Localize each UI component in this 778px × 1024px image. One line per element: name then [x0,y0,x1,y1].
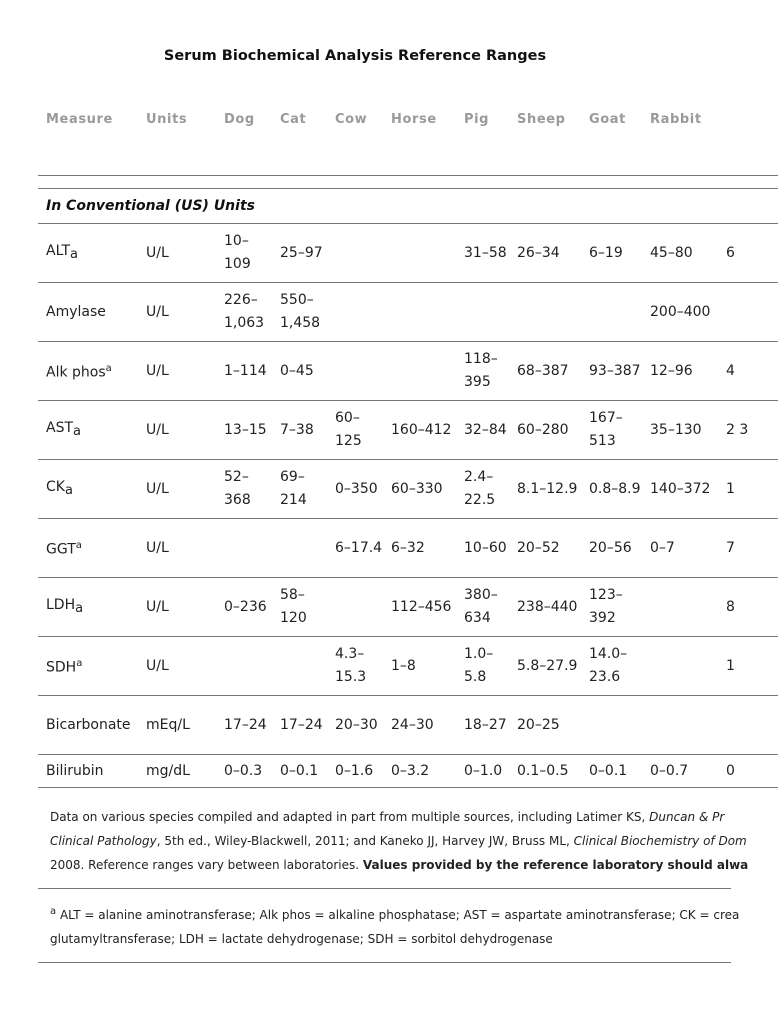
column-header: Horse [391,111,437,127]
column-header: Cow [335,111,368,127]
measure-cell: Amylase [38,283,138,342]
value-cell: 2 3 [718,401,778,460]
value-cell: 13–15 [216,401,272,460]
value-cell: 8 [718,578,778,637]
footnote-marker: a [70,247,78,262]
value-cell: 4.3–15.3 [327,637,383,696]
table-row [38,696,778,755]
value-cell [718,696,778,755]
reference-range-table [38,96,778,788]
value-cell: 0–350 [327,460,383,519]
value-cell: 0–0.3 [216,755,272,788]
units-cell: U/L [138,283,216,342]
column-header: Rabbit [650,111,702,127]
value-cell [581,696,642,755]
section-label: In Conventional (US) Units [38,189,778,224]
value-cell: 17–24 [272,696,327,755]
header-row [38,96,778,142]
value-cell [642,696,718,755]
header-divider [38,176,778,189]
value-cell: 18–27 [456,696,509,755]
value-cell [272,519,327,578]
table-row [38,401,778,460]
value-cell: 31–58 [456,224,509,283]
footnote-marker: a [75,540,82,552]
section-row [38,189,778,224]
value-cell: 35–130 [642,401,718,460]
value-cell: 123–392 [581,578,642,637]
column-header: Dog [224,111,255,127]
value-cell: 226–1,063 [216,283,272,342]
value-cell: 20–30 [327,696,383,755]
source-note-line-3: 2008. Reference ranges vary between laboratories. Values provided by the reference laboratory should alwa [50,858,749,872]
value-cell: 20–56 [581,519,642,578]
bottom-divider [38,962,731,963]
source-note-line-2: Clinical Pathology, 5th ed., Wiley-Blackwell, 2011; and Kaneko JJ, Harvey JW, Bruss ML, Clinical Biochemistry of Dom [50,834,747,848]
value-cell: 10–109 [216,224,272,283]
value-cell: 93–387 [581,342,642,401]
value-cell [327,578,383,637]
units-cell: U/L [138,578,216,637]
value-cell: 0–0.7 [642,755,718,788]
value-cell [216,519,272,578]
value-cell: 118–395 [456,342,509,401]
measure-cell: $AST_a$ [38,401,138,460]
footnote-marker: a [76,658,83,670]
footnote [38,900,740,951]
table-row [38,283,778,342]
value-cell: 52–368 [216,460,272,519]
value-cell: 45–80 [642,224,718,283]
units-cell: U/L [138,342,216,401]
value-cell: 6–19 [581,224,642,283]
value-cell [581,283,642,342]
value-cell [216,637,272,696]
value-cell: 12–96 [642,342,718,401]
column-header: Sheep [517,111,566,127]
value-cell: 2.4–22.5 [456,460,509,519]
value-cell [509,283,581,342]
table-body [38,224,778,788]
value-cell [272,637,327,696]
source-note [38,805,749,877]
value-cell: 20–52 [509,519,581,578]
value-cell: 380–634 [456,578,509,637]
value-cell: 6 [718,224,778,283]
value-cell: 0–3.2 [383,755,456,788]
column-header: Goat [589,111,626,127]
units-cell: U/L [138,460,216,519]
value-cell: 0–0.1 [272,755,327,788]
footnote-marker: a [64,483,73,498]
table-row [38,342,778,401]
measure-cell: Bilirubin [38,755,138,788]
value-cell [456,283,509,342]
value-cell [327,342,383,401]
value-cell [718,283,778,342]
value-cell [327,283,383,342]
value-cell: 20–25 [509,696,581,755]
table-row [38,578,778,637]
value-cell: 17–24 [216,696,272,755]
value-cell: 32–84 [456,401,509,460]
measure-cell: $LDH_a$ [38,578,138,637]
table-row [38,519,778,578]
value-cell: 68–387 [509,342,581,401]
value-cell: 0.1–0.5 [509,755,581,788]
table-row [38,460,778,519]
table-row [38,755,778,788]
column-header: Measure [46,111,113,127]
value-cell: 10–60 [456,519,509,578]
value-cell: 4 [718,342,778,401]
value-cell: 200–400 [642,283,718,342]
units-cell: mEq/L [138,696,216,755]
value-cell: 7 [718,519,778,578]
units-cell: U/L [138,401,216,460]
value-cell: 26–34 [509,224,581,283]
value-cell: 1.0–5.8 [456,637,509,696]
value-cell: 1–114 [216,342,272,401]
column-header: Pig [464,111,490,127]
footnote-mark: a [50,906,57,917]
value-cell: 0–1.0 [456,755,509,788]
measure-cell: SDH$^a$ [38,637,138,696]
value-cell: 0–45 [272,342,327,401]
value-cell: 140–372 [642,460,718,519]
table-row [38,637,778,696]
measure-cell: Bicarbonate [38,696,138,755]
value-cell: 14.0–23.6 [581,637,642,696]
value-cell: 7–38 [272,401,327,460]
value-cell: 0–7 [642,519,718,578]
note-divider [38,888,731,889]
value-cell [327,224,383,283]
units-cell: U/L [138,519,216,578]
value-cell: 60–125 [327,401,383,460]
value-cell: 8.1–12.9 [509,460,581,519]
value-cell: 1 [718,460,778,519]
footnote-marker: a [105,363,112,375]
value-cell [383,283,456,342]
column-header: Units [146,111,188,127]
column-header [718,96,778,142]
footnote-line-2: glutamyltransferase; LDH = lactate dehydrogenase; SDH = sorbitol dehydrogenase [50,932,553,946]
footnote-line-1: $^a$ ALT = alanine aminotransferase; Alk phos = alkaline phosphatase; AST = aspartate aminotransferase; CK = crea [50,906,740,922]
table-header [38,96,778,189]
value-cell: 25–97 [272,224,327,283]
table-title: Serum Biochemical Analysis Reference Ranges [163,48,547,64]
header-spacer [38,142,778,176]
value-cell: 112–456 [383,578,456,637]
value-cell: 550–1,458 [272,283,327,342]
value-cell: 160–412 [383,401,456,460]
value-cell: 0 [718,755,778,788]
measure-cell: Alk phos$^a$ [38,342,138,401]
value-cell: 60–330 [383,460,456,519]
value-cell [383,224,456,283]
units-cell: U/L [138,224,216,283]
footnote-marker: a [75,601,84,616]
value-cell: 5.8–27.9 [509,637,581,696]
value-cell: 24–30 [383,696,456,755]
value-cell: 1–8 [383,637,456,696]
value-cell [642,637,718,696]
value-cell: 6–17.4 [327,519,383,578]
value-cell: 0–0.1 [581,755,642,788]
value-cell: 0–1.6 [327,755,383,788]
value-cell: 1 [718,637,778,696]
value-cell: 58–120 [272,578,327,637]
column-header: Cat [280,111,307,127]
value-cell [642,578,718,637]
value-cell: 238–440 [509,578,581,637]
footnote-marker: a [73,424,81,439]
table-row [38,224,778,283]
units-cell: mg/dL [138,755,216,788]
value-cell: 69–214 [272,460,327,519]
value-cell: 60–280 [509,401,581,460]
measure-cell: $ALT_a$ [38,224,138,283]
units-cell: U/L [138,637,216,696]
measure-cell: $CK_a$ [38,460,138,519]
value-cell: 0.8–8.9 [581,460,642,519]
value-cell [383,342,456,401]
value-cell: 6–32 [383,519,456,578]
measure-cell: GGT$^a$ [38,519,138,578]
source-note-line-1: Data on various species compiled and adapted in part from multiple sources, including Latimer KS, Duncan & Pr [50,810,725,824]
value-cell: 0–236 [216,578,272,637]
value-cell: 167–513 [581,401,642,460]
